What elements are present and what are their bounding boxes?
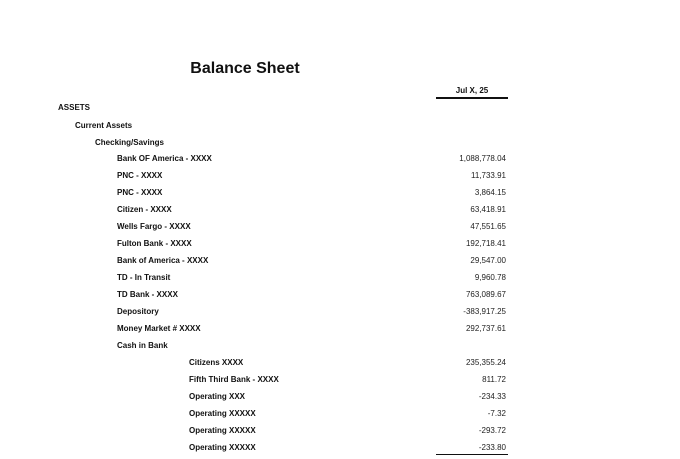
row-label: Citizens XXXX [189, 358, 244, 367]
report-row [0, 323, 680, 335]
row-amount: 292,737.61 [465, 324, 506, 333]
row-amount: 235,355.24 [465, 358, 506, 367]
row-amount: 47,551.65 [470, 222, 506, 231]
row-amount: 811.72 [482, 375, 506, 384]
row-label: Money Market # XXXX [117, 324, 201, 333]
row-amount: 3,864.15 [474, 188, 506, 197]
report-row [0, 425, 680, 437]
row-label: ASSETS [58, 103, 91, 112]
row-amount: 763,089.67 [465, 290, 506, 299]
row-label: Fulton Bank - XXXX [117, 239, 192, 248]
report-row [0, 238, 680, 250]
row-label: Depository [117, 307, 159, 316]
row-label: Operating XXXXX [189, 426, 256, 435]
report-row [0, 357, 680, 369]
row-amount: -383,917.25 [463, 307, 506, 316]
row-label: TD - In Transit [117, 273, 171, 282]
report-row [0, 340, 680, 352]
report-row [0, 306, 680, 318]
row-label: Bank OF America - XXXX [117, 154, 212, 163]
report-row [0, 170, 680, 182]
row-amount: 9,960.78 [474, 273, 506, 282]
report-row [0, 255, 680, 267]
report-row [0, 442, 680, 454]
row-amount: -234.33 [478, 392, 506, 401]
row-label: PNC - XXXX [117, 171, 163, 180]
row-label: Bank of America - XXXX [117, 256, 209, 265]
report-row [0, 289, 680, 301]
row-amount: 63,418.91 [470, 205, 506, 214]
row-label: PNC - XXXX [117, 188, 163, 197]
row-label: Cash in Bank [117, 341, 168, 350]
row-label: Operating XXXXX [189, 443, 256, 452]
report-title: Balance Sheet [190, 60, 300, 77]
report-row [0, 391, 680, 403]
column-header-date: Jul X, 25 [455, 86, 489, 95]
report-row [0, 374, 680, 386]
row-amount: 192,718.41 [465, 239, 506, 248]
report-row [0, 120, 680, 132]
row-label: TD Bank - XXXX [117, 290, 178, 299]
column-header-underline [436, 97, 508, 99]
row-label: Current Assets [75, 121, 133, 130]
row-amount: 29,547.00 [470, 256, 506, 265]
total-underline [436, 454, 508, 455]
row-label: Citizen - XXXX [117, 205, 172, 214]
row-label: Wells Fargo - XXXX [117, 222, 191, 231]
row-amount: 1,088,778.04 [459, 154, 506, 163]
row-label: Operating XXXXX [189, 409, 256, 418]
row-label: Checking/Savings [95, 138, 164, 147]
report-row [0, 187, 680, 199]
row-amount: -293.72 [478, 426, 506, 435]
report-row [0, 204, 680, 216]
report-row [0, 153, 680, 165]
report-row [0, 221, 680, 233]
report-row [0, 272, 680, 284]
row-label: Fifth Third Bank - XXXX [189, 375, 279, 384]
row-amount: -233.80 [478, 443, 506, 452]
report-row [0, 137, 680, 149]
row-amount: 11,733.91 [471, 171, 506, 180]
row-label: Operating XXX [189, 392, 246, 401]
row-amount: -7.32 [487, 409, 506, 418]
report-row [0, 408, 680, 420]
report-row [0, 102, 680, 114]
